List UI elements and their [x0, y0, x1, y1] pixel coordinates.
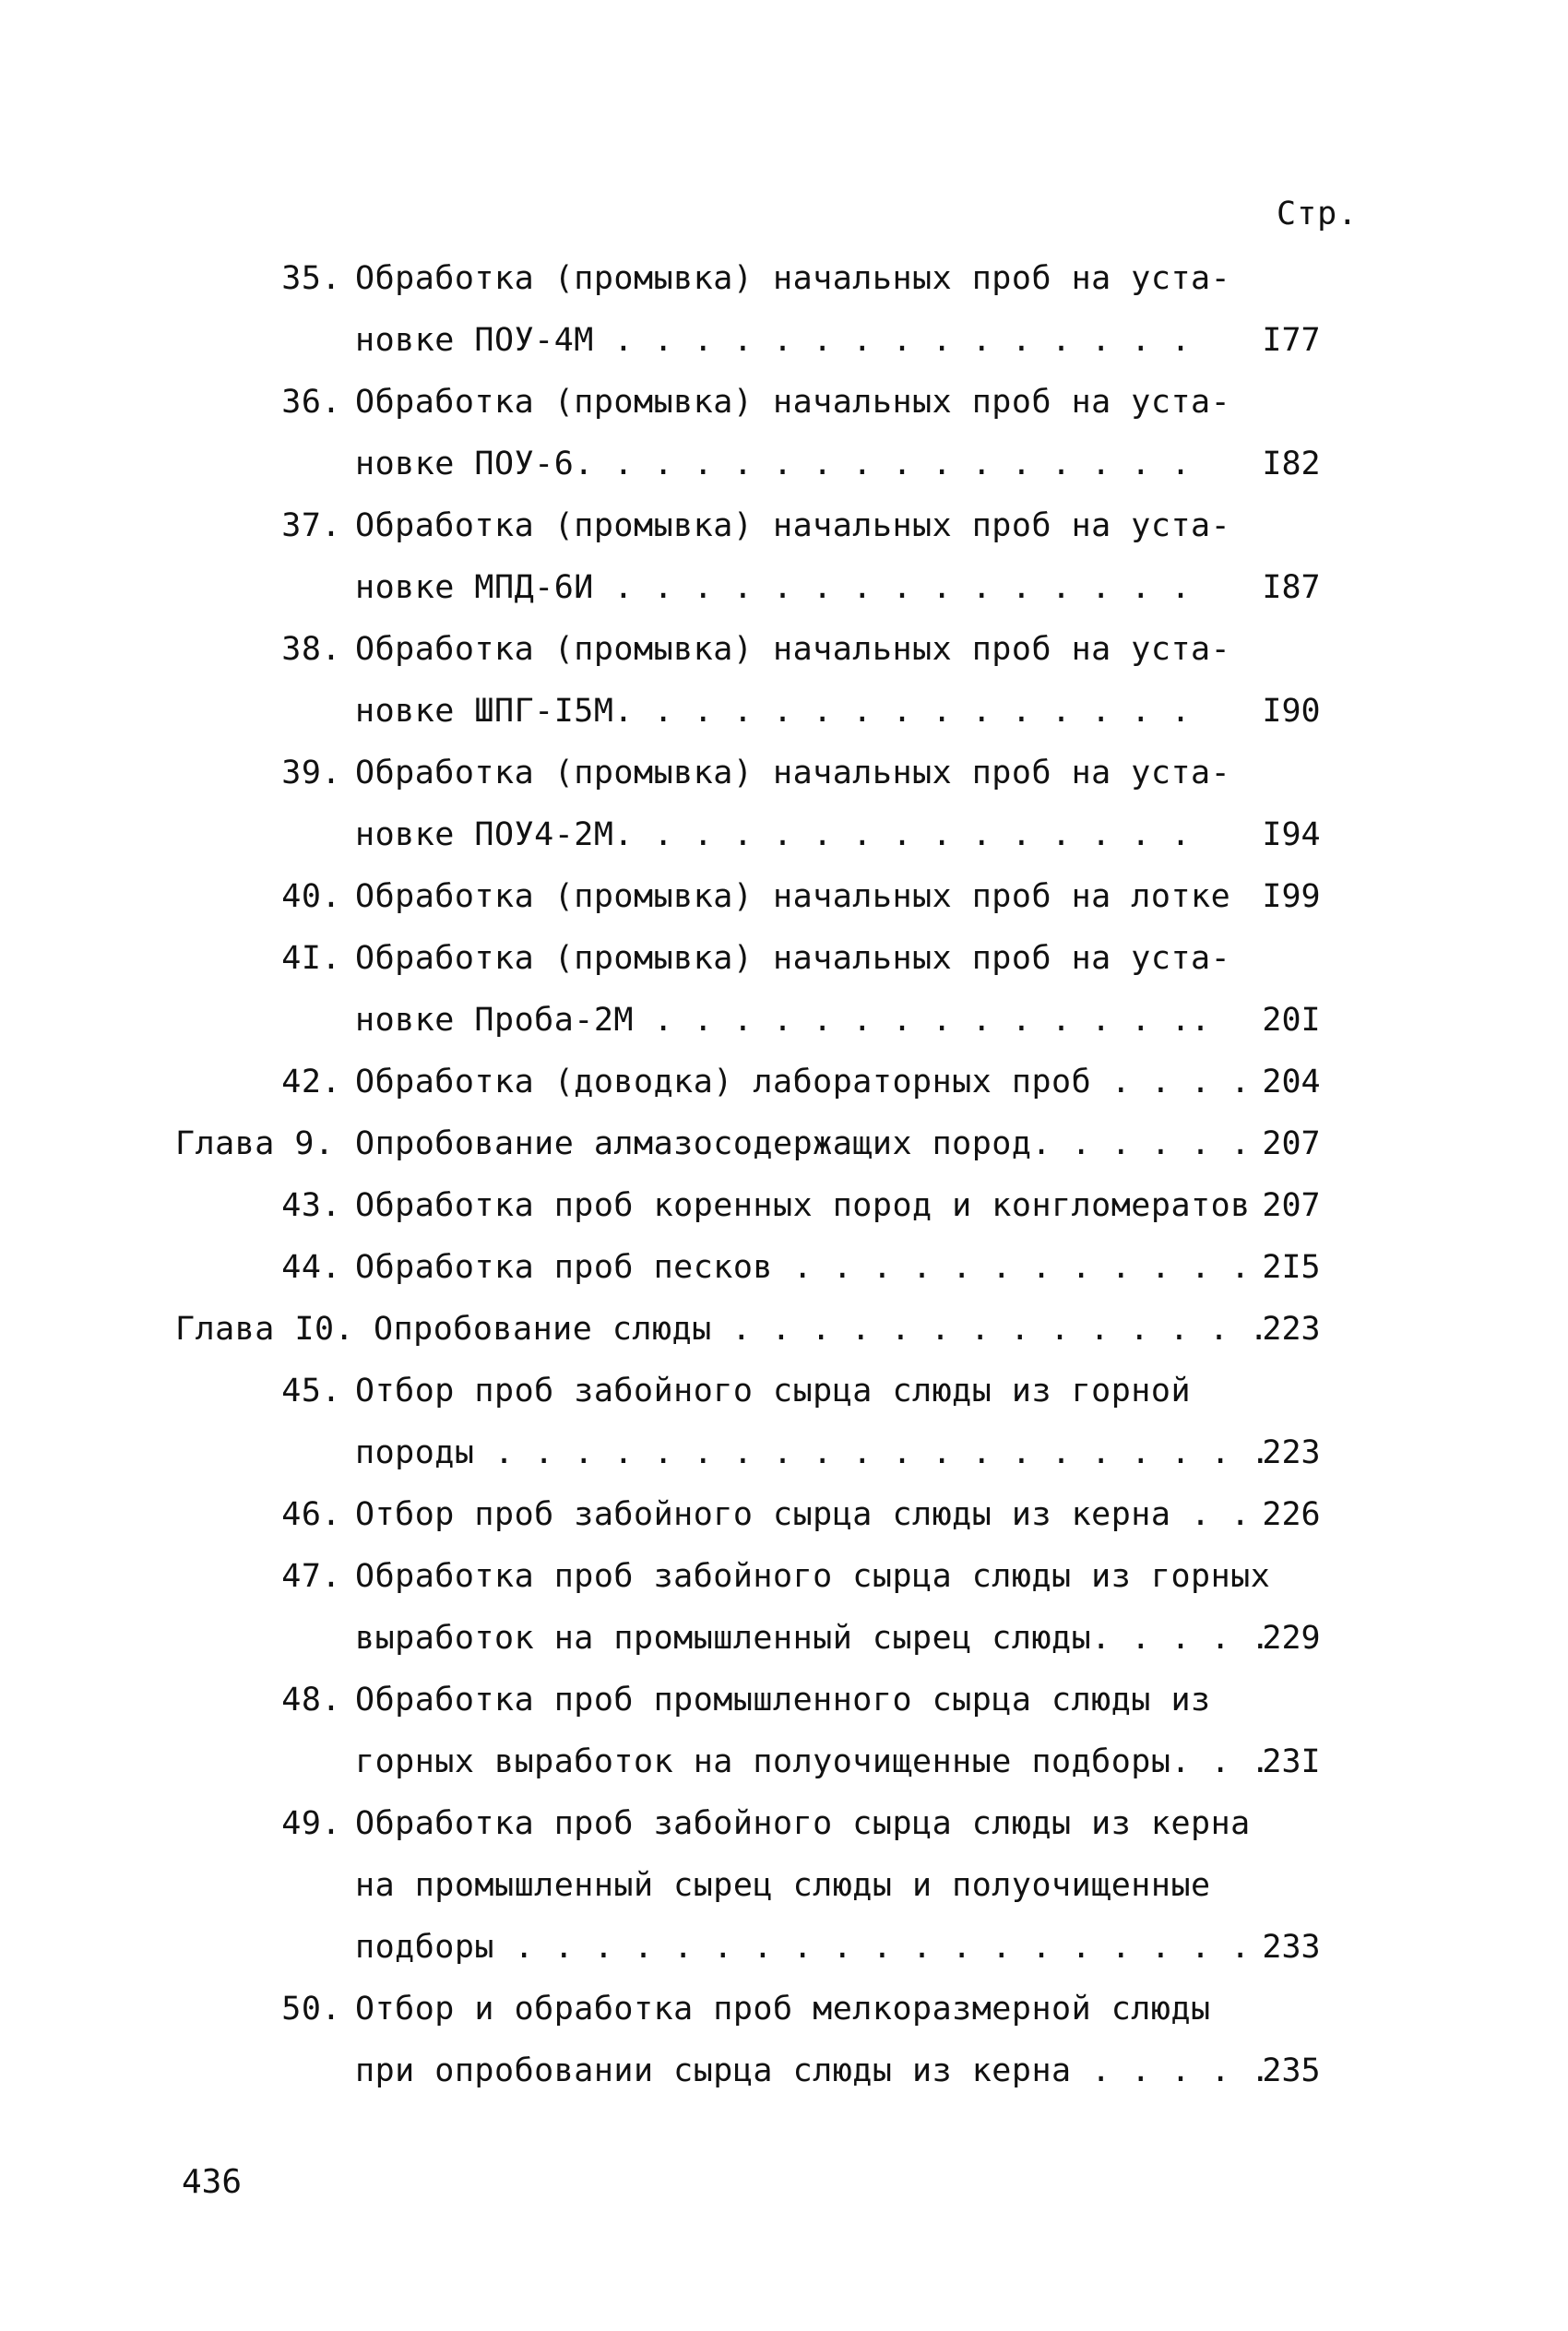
toc-page-number: 229: [1262, 1620, 1321, 1657]
page-column-header: Стр.: [1277, 196, 1359, 232]
toc-entry-number: 47.: [281, 1558, 341, 1595]
toc-page-number: 207: [1262, 1187, 1321, 1224]
toc-entry-text: подборы . . . . . . . . . . . . . . . . . . .: [355, 1929, 1251, 1966]
toc-page-number: 223: [1262, 1434, 1321, 1471]
toc-entry-number: 50.: [281, 1991, 341, 2028]
toc-entry-number: 48.: [281, 1682, 341, 1719]
toc-entry-text: новке Проба-2М . . . . . . . . . . . . . ..: [355, 1002, 1211, 1039]
toc-entry-text: горных выработок на полуочищенные подборы. . .: [355, 1743, 1271, 1780]
toc-entry-number: 36.: [281, 384, 341, 421]
toc-entry-text: Обработка (доводка) лабораторных проб . . . .: [355, 1064, 1251, 1100]
toc-entry-text: Обработка (промывка) начальных проб на уста-: [355, 631, 1231, 668]
toc-page-number: 235: [1262, 2052, 1321, 2089]
toc-entry-text: выработок на промышленный сырец слюды. . . . .: [355, 1620, 1271, 1657]
toc-entry-number: Глава I0.: [175, 1311, 355, 1348]
toc-entry-number: 40.: [281, 878, 341, 915]
toc-page-number: 23I: [1262, 1743, 1321, 1780]
toc-entry-text: новке ПОУ4-2М. . . . . . . . . . . . . . .: [355, 816, 1192, 853]
toc-entry-text: Отбор проб забойного сырца слюды из керна . .: [355, 1496, 1251, 1533]
toc-page-number: 20I: [1262, 1002, 1321, 1039]
toc-entry-text: Обработка проб песков . . . . . . . . . . . .: [355, 1249, 1251, 1286]
toc-entry-text: Обработка проб коренных пород и конгломератов: [355, 1187, 1251, 1224]
toc-page-number: 226: [1262, 1496, 1321, 1533]
toc-page-number: I99: [1262, 878, 1321, 915]
toc-entry-number: 44.: [281, 1249, 341, 1286]
toc-page-number: 2I5: [1262, 1249, 1321, 1286]
toc-entry-text: Опробование алмазосодержащих пород. . . . . .: [355, 1125, 1251, 1162]
toc-entry-number: Глава 9.: [175, 1125, 335, 1162]
toc-entry-number: 38.: [281, 631, 341, 668]
toc-page-number: I82: [1262, 446, 1321, 482]
toc-entry-text: новке ПОУ-4М . . . . . . . . . . . . . . .: [355, 322, 1192, 359]
toc-entry-number: 49.: [281, 1805, 341, 1842]
toc-entry-text: новке ШПГ-I5М. . . . . . . . . . . . . . .: [355, 693, 1192, 730]
toc-entry-text: Обработка проб промышленного сырца слюды из: [355, 1682, 1211, 1719]
toc-entry-text: Отбор и обработка проб мелкоразмерной слюды: [355, 1991, 1211, 2028]
toc-entry-text: на промышленный сырец слюды и полуочищенные: [355, 1867, 1211, 1904]
toc-entry-text: Обработка (промывка) начальных проб на уста-: [355, 384, 1231, 421]
toc-entry-text: Обработка (промывка) начальных проб на уста-: [355, 755, 1231, 791]
toc-entry-text: Обработка (промывка) начальных проб на уста-: [355, 260, 1231, 297]
toc-page-number: I90: [1262, 693, 1321, 730]
page-number: 436: [182, 2163, 243, 2201]
toc-entry-text: породы . . . . . . . . . . . . . . . . . . . .: [355, 1434, 1271, 1471]
toc-entry-text: Опробование слюды . . . . . . . . . . . . . .: [374, 1311, 1269, 1348]
toc-entry-text: новке ПОУ-6. . . . . . . . . . . . . . . .: [355, 446, 1192, 482]
toc-page-number: 207: [1262, 1125, 1321, 1162]
toc-entry-number: 42.: [281, 1064, 341, 1100]
toc-page-number: I87: [1262, 569, 1321, 606]
toc-entry-text: Отбор проб забойного сырца слюды из горной: [355, 1373, 1192, 1409]
toc-entry-text: Обработка проб забойного сырца слюды из керна: [355, 1805, 1251, 1842]
toc-page-number: 233: [1262, 1929, 1321, 1966]
toc-entry-text: при опробовании сырца слюды из керна . . . . .: [355, 2052, 1271, 2089]
toc-entry-number: 43.: [281, 1187, 341, 1224]
toc-entry-number: 35.: [281, 260, 341, 297]
toc-page-number: I77: [1262, 322, 1321, 359]
toc-page-number: 204: [1262, 1064, 1321, 1100]
toc-entry-number: 45.: [281, 1373, 341, 1409]
toc-page-number: I94: [1262, 816, 1321, 853]
toc-entry-number: 37.: [281, 507, 341, 544]
toc-entry-text: Обработка (промывка) начальных проб на лотке: [355, 878, 1231, 915]
toc-entry-text: Обработка (промывка) начальных проб на уста-: [355, 507, 1231, 544]
toc-entry-text: Обработка (промывка) начальных проб на уста-: [355, 940, 1231, 977]
toc-page-number: 223: [1262, 1311, 1321, 1348]
toc-entry-number: 46.: [281, 1496, 341, 1533]
toc-entry-number: 39.: [281, 755, 341, 791]
toc-entry-number: 4I.: [281, 940, 341, 977]
toc-entry-text: новке МПД-6И . . . . . . . . . . . . . . .: [355, 569, 1192, 606]
toc-entry-text: Обработка проб забойного сырца слюды из горных: [355, 1558, 1271, 1595]
